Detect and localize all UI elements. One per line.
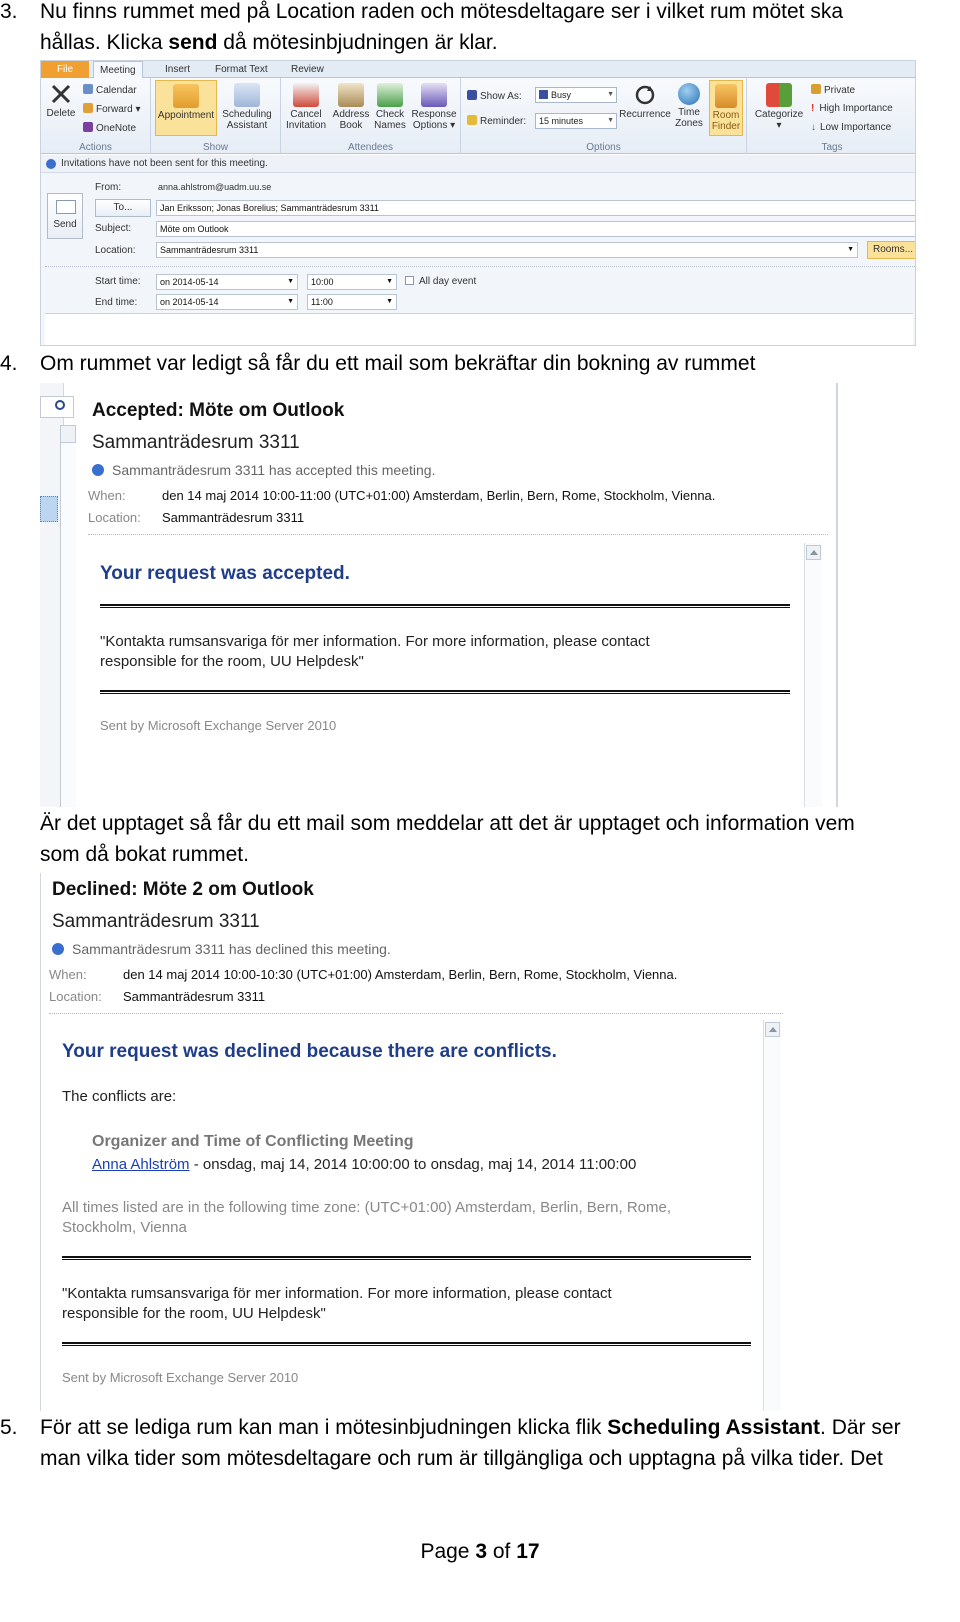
step5-line2: man vilka tider som mötesdeltagare och rum är tillgängliga och upptagna på vilka tider. Det [40, 1447, 883, 1470]
step3-number: 3. [0, 0, 18, 23]
check-label-2: Names [374, 120, 406, 131]
delete-x-icon [48, 82, 74, 106]
start-time-field[interactable] [307, 274, 397, 290]
step3-send-bold: send [168, 31, 218, 54]
ribbon-group-actions [41, 78, 151, 154]
send-label: Send [53, 219, 77, 230]
high-importance-label: High Importance [819, 103, 893, 114]
delete-label: Delete [46, 108, 76, 119]
calendar-button[interactable] [83, 84, 137, 97]
response-options-button[interactable]: Response Options ▾ [409, 83, 459, 131]
show-as-label [467, 90, 522, 103]
categorize-label: Categorize [754, 109, 804, 120]
subject-label: Subject: [95, 223, 132, 234]
exchange-footer: Sent by Microsoft Exchange Server 2010 [62, 1370, 299, 1385]
step5-scheduling-bold: Scheduling Assistant [607, 1416, 821, 1439]
location-value: Sammanträdesrum 3311 [123, 989, 266, 1004]
footer-total-pages: 17 [516, 1540, 540, 1563]
when-value: den 14 maj 2014 10:00-10:30 (UTC+01:00) Amsterdam, Berlin, Bern, Rome, Stockholm, Vienna. [123, 967, 678, 982]
room-finder-label-2: Finder [711, 121, 741, 132]
group-label-attendees: Attendees [347, 142, 394, 153]
reminder-label [467, 115, 526, 128]
end-time-field[interactable] [307, 294, 397, 310]
tab-file[interactable]: File [41, 61, 89, 78]
checkbox-box [405, 276, 414, 285]
step3-line2-a: hållas. Klicka [40, 31, 169, 54]
location-value: Sammanträdesrum 3311 [160, 245, 259, 255]
send-button[interactable] [47, 193, 83, 239]
private-label: Private [824, 85, 856, 96]
room-finder-label-1: Room [712, 110, 740, 121]
private-button[interactable] [811, 84, 855, 97]
from-value: anna.ahlstrom@uadm.uu.se [158, 182, 272, 192]
scheduling-label-1: Scheduling [222, 109, 272, 120]
scheduling-icon [234, 83, 260, 107]
info-icon [46, 159, 56, 169]
location-value: Sammanträdesrum 3311 [162, 510, 305, 525]
when-label: When: [88, 488, 126, 503]
location-label: Location: [49, 989, 102, 1004]
start-date-chevron-icon: ▼ [287, 278, 294, 285]
address-book-button[interactable] [331, 83, 371, 131]
response-label-1: Response [411, 109, 457, 120]
end-date-chevron-icon: ▼ [287, 298, 294, 305]
reminder-text: Reminder: [480, 116, 527, 127]
body-rule-top [100, 604, 790, 608]
cancel-label-2: Invitation [285, 120, 327, 131]
ribbon-group-options [461, 78, 747, 154]
globe-icon [678, 83, 700, 105]
scheduling-assistant-button[interactable] [219, 83, 275, 131]
header-divider [49, 1013, 783, 1014]
body-rule-bottom [62, 1342, 751, 1346]
to-field[interactable] [156, 200, 916, 216]
forward-icon [83, 103, 93, 113]
when-label: When: [49, 967, 87, 982]
exchange-footer: Sent by Microsoft Exchange Server 2010 [100, 718, 337, 733]
info-icon [92, 464, 104, 476]
time-zones-label-1: Time [678, 107, 700, 118]
all-day-checkbox[interactable] [405, 276, 476, 287]
ribbon-group-show [151, 78, 281, 154]
low-importance-button[interactable] [811, 122, 891, 134]
onenote-icon [83, 122, 93, 132]
show-as-chevron-icon: ▼ [607, 91, 614, 98]
exclamation-icon: ! [811, 103, 815, 114]
location-field[interactable] [156, 242, 858, 258]
reminder-select[interactable] [535, 113, 617, 129]
info-icon [52, 943, 64, 955]
show-as-select[interactable] [535, 87, 617, 103]
contact-line-2: responsible for the room, UU Helpdesk" [100, 653, 364, 670]
reminder-value: 15 minutes [539, 116, 584, 126]
calendar-icon [83, 84, 93, 94]
check-names-button[interactable] [371, 83, 409, 131]
appointment-button[interactable] [155, 80, 217, 136]
step3-line2 [40, 27, 498, 58]
busy-line2: som då bokat rummet. [40, 843, 249, 866]
page-footer [0, 1540, 960, 1564]
organizer-link[interactable]: Anna Ahlström [92, 1156, 190, 1173]
show-as-value: Busy [551, 90, 572, 100]
organizer-heading: Organizer and Time of Conflicting Meeting [92, 1133, 414, 1150]
ribbon-group-attendees [281, 78, 461, 154]
contact-line-2: responsible for the room, UU Helpdesk" [62, 1305, 326, 1322]
forward-button[interactable]: Forward ▾ [83, 103, 141, 116]
step5-number: 5. [0, 1416, 18, 1439]
low-importance-label: Low Importance [820, 122, 892, 133]
end-time-label: End time: [95, 297, 138, 308]
delete-button[interactable] [44, 82, 78, 119]
end-date-value: on 2014-05-14 [160, 297, 219, 307]
response-options-icon [421, 83, 447, 107]
declined-note-text: Sammanträdesrum 3311 has declined this meeting. [72, 941, 391, 957]
start-date-value: on 2014-05-14 [160, 277, 219, 287]
body-scrollbar[interactable] [763, 1020, 781, 1411]
busy-paragraph [0, 808, 960, 872]
footer-page-number: 3 [475, 1540, 488, 1563]
declined-mail [40, 873, 786, 1411]
busy-color-icon [539, 90, 548, 99]
step4-paragraph [0, 348, 960, 380]
rooms-button[interactable]: Rooms... [867, 241, 916, 259]
contact-line-1: "Kontakta rumsansvariga för mer information. For more information, please contact [62, 1285, 612, 1302]
body-rule-bottom [100, 690, 790, 694]
reminder-chevron-icon: ▼ [607, 117, 614, 124]
left-scroll-up[interactable] [60, 425, 76, 443]
tab-meeting[interactable]: Meeting [93, 61, 143, 78]
to-value: Jan Eriksson; Jonas Borelius; Sammanträdesrum 3311 [160, 203, 379, 213]
cancel-label-1: Cancel [290, 109, 322, 120]
categorize-icon [766, 83, 792, 107]
location-chevron-icon: ▼ [847, 246, 854, 253]
group-label-options: Options [586, 142, 621, 153]
categorize-button[interactable]: Categorize ▾ [751, 83, 807, 131]
form-divider [45, 266, 916, 267]
onenote-label: OneNote [96, 123, 137, 134]
cancel-invitation-icon [293, 83, 319, 107]
declined-headline: Your request was declined because there are conflicts. [62, 1041, 557, 1062]
show-as-text: Show As: [480, 91, 522, 102]
step5-paragraph [0, 1412, 960, 1476]
step3-line2-c: då mötesinbjudningen är klar. [217, 31, 498, 54]
appointment-label: Appointment [157, 110, 215, 121]
info-text: Invitations have not been sent for this meeting. [61, 158, 268, 169]
timezone-line-1: All times listed are in the following time zone: (UTC+01:00) Amsterdam, Berlin, Bern, Rome, [62, 1199, 671, 1216]
contact-line-1: "Kontakta rumsansvariga för mer information. For more information, please contact [100, 633, 650, 650]
tab-review[interactable]: Review [291, 64, 324, 75]
address-label-2: Book [339, 120, 363, 131]
check-label-1: Check [375, 109, 405, 120]
scheduling-label-2: Assistant [226, 120, 268, 131]
declined-note [52, 941, 391, 957]
ribbon-tabs [41, 61, 915, 78]
accepted-headline: Your request was accepted. [100, 563, 350, 584]
address-book-icon [338, 83, 364, 107]
to-button[interactable]: To... [95, 199, 151, 217]
busy-line1: Är det upptaget så får du ett mail som meddelar att det är upptaget och information vem [40, 812, 855, 835]
outlook-meeting-window [40, 60, 916, 346]
room-finder-button[interactable] [709, 80, 743, 136]
start-time-chevron-icon: ▼ [386, 278, 393, 285]
check-names-icon [377, 83, 403, 107]
meeting-body-editor[interactable] [45, 313, 913, 346]
start-date-field[interactable] [156, 274, 298, 290]
down-arrow-icon: ↓ [811, 122, 816, 133]
when-value: den 14 maj 2014 10:00-11:00 (UTC+01:00) Amsterdam, Berlin, Bern, Rome, Stockholm, Vienna. [162, 488, 716, 503]
search-box[interactable] [40, 396, 74, 418]
time-zones-button[interactable] [673, 83, 705, 129]
end-time-chevron-icon: ▼ [386, 298, 393, 305]
group-label-show: Show [202, 142, 228, 153]
timezone-line-2: Stockholm, Vienna [62, 1219, 187, 1236]
ribbon [41, 78, 915, 154]
envelope-icon [56, 200, 76, 214]
recurrence-button[interactable] [619, 83, 671, 120]
scroll-up-button[interactable] [765, 1022, 780, 1037]
room-finder-icon [715, 84, 737, 108]
response-label-2: Options [412, 120, 448, 131]
tab-format-text[interactable]: Format Text [215, 64, 268, 75]
organizer-line [92, 1155, 636, 1175]
start-time-label: Start time: [95, 276, 141, 287]
declined-title: Declined: Möte 2 om Outlook [52, 879, 314, 900]
lock-icon [811, 84, 821, 94]
address-label-1: Address [332, 109, 370, 120]
step5-line1 [40, 1412, 901, 1443]
conflicts-label: The conflicts are: [62, 1088, 177, 1105]
show-as-icon [467, 90, 477, 100]
recurrence-label: Recurrence [619, 109, 671, 120]
footer-page-word: Page [420, 1540, 476, 1563]
header-divider [88, 534, 828, 535]
accepted-note [92, 462, 435, 478]
step5-line1-a: För att se lediga rum kan man i mötesinbjudningen klicka flik [40, 1416, 608, 1439]
start-time-value: 10:00 [311, 277, 334, 287]
footer-of-word: of [487, 1540, 517, 1563]
end-time-value: 11:00 [311, 297, 333, 307]
group-label-actions: Actions [79, 142, 112, 153]
all-day-label: All day event [419, 276, 477, 287]
accepted-sender: Sammanträdesrum 3311 [92, 432, 300, 453]
forward-label: Forward [96, 104, 133, 115]
time-zones-label-2: Zones [675, 118, 703, 129]
recurrence-icon [632, 83, 658, 107]
info-bar [41, 155, 915, 173]
subject-field[interactable]: Möte om Outlook [156, 221, 916, 237]
left-selected-item[interactable] [40, 496, 58, 522]
left-list-scrollbar[interactable] [60, 443, 76, 807]
step5-line1-b: . Där ser [820, 1416, 901, 1439]
organizer-time: - onsdag, maj 14, 2014 10:00:00 to onsdag, maj 14, 2014 11:00:00 [189, 1156, 637, 1173]
from-label: From: [95, 182, 122, 193]
reminder-bell-icon [467, 115, 477, 125]
calendar-label: Calendar [96, 85, 137, 96]
search-icon [55, 400, 65, 410]
tab-insert[interactable]: Insert [165, 64, 191, 75]
group-label-tags: Tags [821, 142, 843, 153]
step4-number: 4. [0, 352, 18, 375]
step3-paragraph [0, 0, 960, 62]
accepted-mail [40, 383, 838, 807]
ribbon-group-tags [747, 78, 916, 154]
declined-sender: Sammanträdesrum 3311 [52, 911, 260, 932]
step4-line: Om rummet var ledigt så får du ett mail som bekräftar din bokning av rummet [40, 352, 756, 375]
cancel-invitation-button[interactable] [283, 83, 329, 131]
location-label: Location: [95, 245, 136, 256]
high-importance-button[interactable] [811, 103, 893, 115]
scroll-up-button[interactable] [806, 545, 821, 560]
accepted-title: Accepted: Möte om Outlook [92, 400, 345, 421]
onenote-button[interactable] [83, 122, 136, 135]
accepted-note-text: Sammanträdesrum 3311 has accepted this meeting. [112, 462, 436, 478]
body-scrollbar[interactable] [804, 543, 822, 807]
body-rule-top [62, 1256, 751, 1260]
location-label: Location: [88, 510, 141, 525]
step3-line1: Nu finns rummet med på Location raden och mötesdeltagare ser i vilket rum mötet ska [40, 0, 844, 23]
end-date-field[interactable] [156, 294, 298, 310]
appointment-icon [173, 84, 199, 108]
